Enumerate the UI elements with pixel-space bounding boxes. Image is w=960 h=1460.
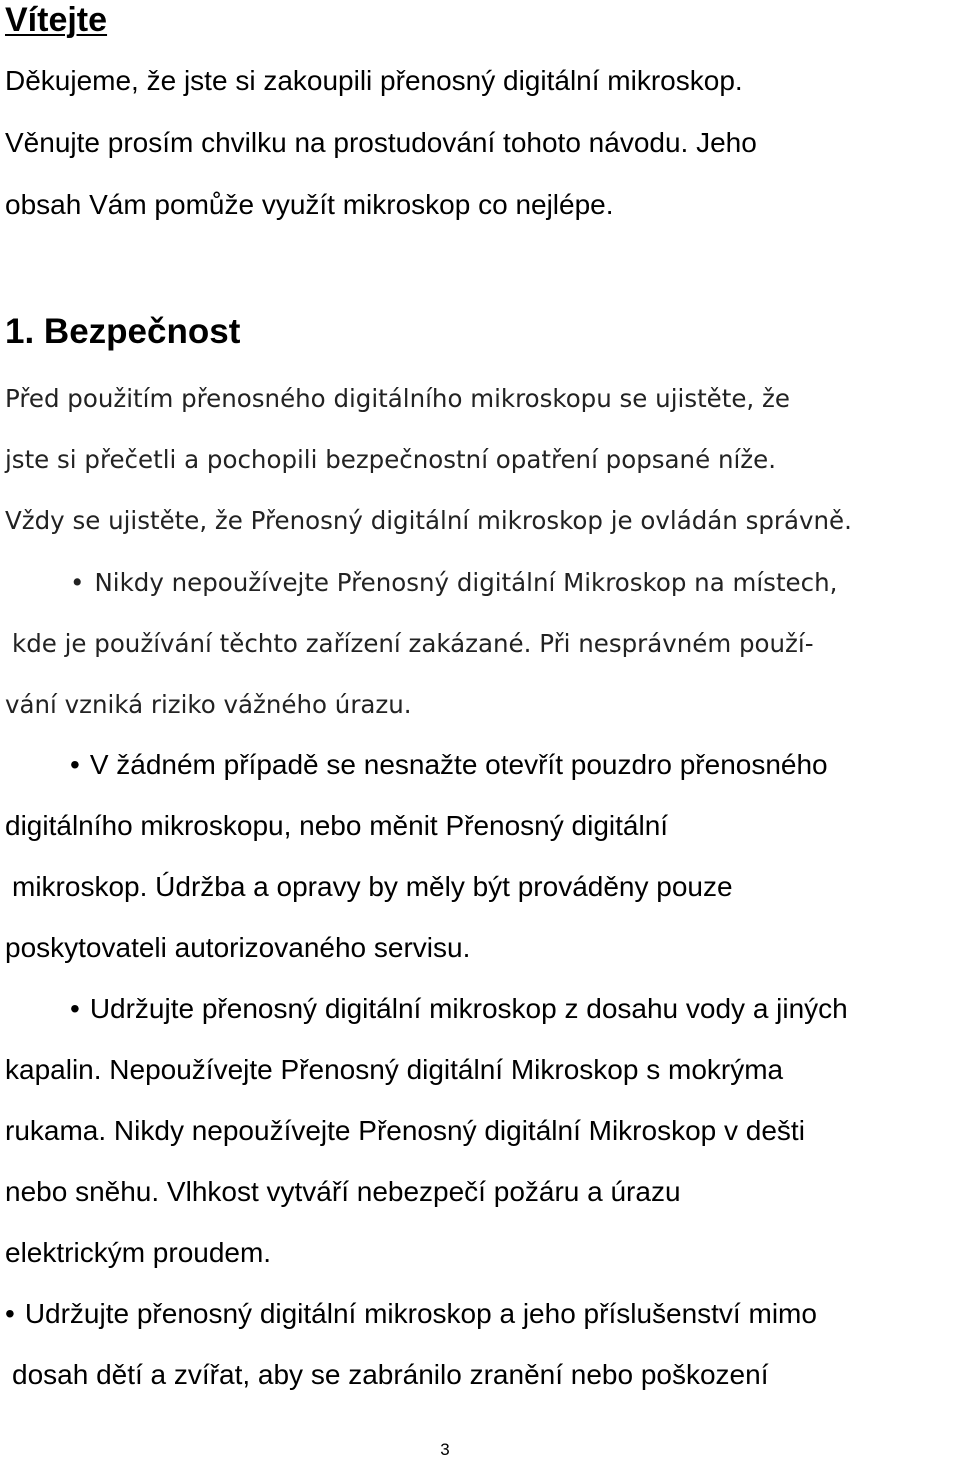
safety-para-line-2: jste si přečetli a pochopili bezpečnostní opatření popsané níže. (5, 445, 776, 474)
bullet-3-line-1 (70, 992, 848, 1026)
intro-line-1: Děkujeme, že jste si zakoupili přenosný digitální mikroskop. (5, 65, 743, 96)
page-number: 3 (440, 1440, 450, 1459)
bullet-3-text: Udržujte přenosný digitální mikroskop z dosahu vody a jiných (89, 993, 848, 1024)
bullet-2-line-3: mikroskop. Údržba a opravy by měly být prováděny pouze (12, 871, 733, 902)
bullet-4-line-2: dosah dětí a zvířat, aby se zabránilo zranění nebo poškození (12, 1359, 769, 1390)
bullet-4-line-1 (5, 1297, 817, 1331)
bullet-2-line-2: digitálního mikroskopu, nebo měnit Přenosný digitální (5, 810, 669, 841)
bullet-marker: • (70, 568, 85, 597)
bullet-2-line-4: poskytovateli autorizovaného servisu. (5, 932, 471, 963)
bullet-3-line-5: elektrickým proudem. (5, 1237, 272, 1268)
intro-line-2: Věnujte prosím chvilku na prostudování tohoto návodu. Jeho (5, 127, 757, 158)
section-heading: 1. Bezpečnost (5, 312, 241, 351)
page-title: Vítejte (5, 1, 108, 39)
safety-para-line-3: Vždy se ujistěte, že Přenosný digitální mikroskop je ovládán správně. (5, 506, 852, 535)
bullet-4-text: Udržujte přenosný digitální mikroskop a jeho příslušenství mimo (24, 1298, 817, 1329)
bullet-marker: • (5, 1298, 15, 1329)
bullet-2-line-1 (70, 748, 828, 782)
bullet-3-line-2: kapalin. Nepoužívejte Přenosný digitální Mikroskop s mokrýma (5, 1054, 784, 1085)
bullet-marker: • (70, 749, 80, 780)
intro-line-3: obsah Vám pomůže využít mikroskop co nejlépe. (5, 189, 614, 220)
bullet-3-line-3: rukama. Nikdy nepoužívejte Přenosný digitální Mikroskop v dešti (5, 1115, 805, 1146)
bullet-marker: • (70, 993, 80, 1024)
bullet-1-text: Nikdy nepoužívejte Přenosný digitální Mikroskop na místech, (94, 568, 838, 597)
safety-para-line-1: Před použitím přenosného digitálního mikroskopu se ujistěte, že (5, 384, 790, 413)
bullet-1-line-3: vání vzniká riziko vážného úrazu. (5, 690, 412, 719)
bullet-2-text: V žádném případě se nesnažte otevřít pouzdro přenosného (89, 749, 828, 780)
bullet-1-line-2: kde je používání těchto zařízení zakázané. Při nesprávném použí- (12, 629, 814, 658)
bullet-3-line-4: nebo sněhu. Vlhkost vytváří nebezpečí požáru a úrazu (5, 1176, 681, 1207)
bullet-1-line-1 (70, 566, 837, 600)
